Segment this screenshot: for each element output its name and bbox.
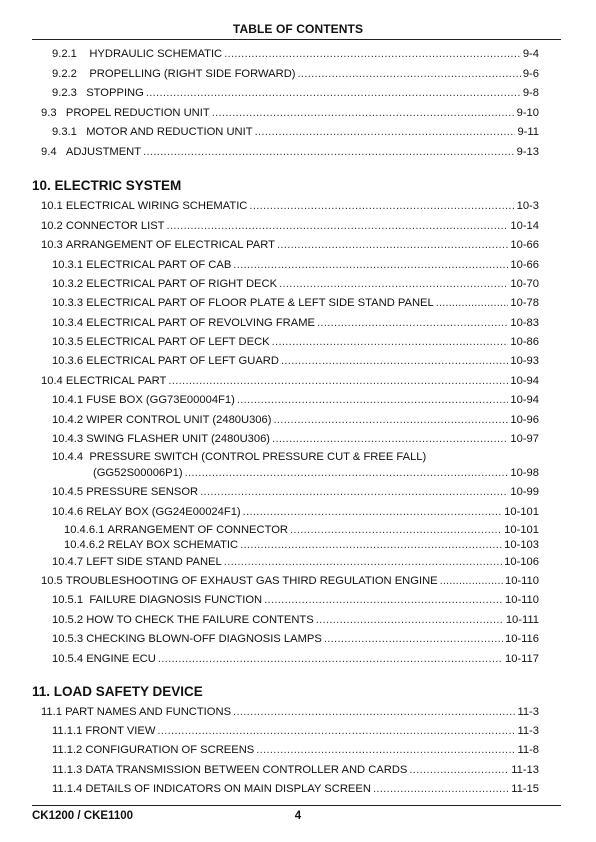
- toc-entry-title: HYDRAULIC SCHEMATIC: [89, 48, 223, 60]
- toc-entry[interactable]: [41, 374, 539, 388]
- toc-entry-title: ELECTRICAL PART OF CAB: [86, 259, 232, 271]
- toc-entry[interactable]: [52, 277, 539, 291]
- toc-entry-title: SWING FLASHER UNIT (2480U306): [86, 433, 271, 445]
- toc-entry-number: 10.5.4: [52, 653, 84, 665]
- toc-entry-page: 10-86: [510, 336, 539, 348]
- toc-entry-title: TROUBLESHOOTING OF EXHAUST GAS THIRD REGULATION ENGINE: [65, 575, 438, 587]
- toc-entry-number: 10.2: [41, 220, 63, 232]
- toc-entry-page: 9-8: [522, 87, 539, 99]
- toc-leader-dots: [273, 413, 508, 427]
- toc-entry[interactable]: [93, 466, 539, 480]
- section-heading: 10. ELECTRIC SYSTEM: [32, 178, 182, 193]
- toc-entry-number: 10.4: [41, 375, 63, 387]
- toc-entry-title: HOW TO CHECK THE FAILURE CONTENTS: [86, 614, 314, 626]
- toc-entry-number: 10.5: [41, 575, 63, 587]
- toc-leader-dots: [185, 466, 509, 480]
- toc-entry-title: ELECTRICAL PART OF FLOOR PLATE & LEFT SIDE STAND PANEL: [86, 297, 434, 309]
- toc-leader-dots: [168, 374, 508, 388]
- footer-divider: [32, 805, 561, 806]
- toc-entry-page: 10-101: [504, 506, 539, 518]
- toc-entry-number: 10.4.6.2: [64, 539, 105, 551]
- toc-entry-page: 10-111: [505, 614, 539, 626]
- toc-entry[interactable]: [64, 523, 539, 537]
- toc-entry-page: 11-8: [517, 744, 539, 756]
- toc-entry-number: 10.5.2: [52, 614, 84, 626]
- toc-entry-title: PART NAMES AND FUNCTIONS: [65, 706, 232, 718]
- toc-leader-dots: [277, 238, 508, 252]
- toc-entry-page: 10-98: [510, 467, 539, 479]
- toc-entry-title: STOPPING: [86, 87, 144, 99]
- toc-entry[interactable]: [52, 652, 539, 666]
- toc-leader-dots: [233, 258, 508, 272]
- toc-leader-dots: [279, 277, 508, 291]
- toc-entry-page: 10-3: [516, 200, 539, 212]
- toc-entry[interactable]: [52, 47, 539, 61]
- toc-entry[interactable]: [52, 413, 539, 427]
- toc-entry[interactable]: [41, 199, 539, 213]
- toc-entry-title: RELAY BOX (GG24E00024F1): [86, 506, 241, 518]
- toc-entry-title: CONFIGURATION OF SCREENS: [85, 744, 255, 756]
- toc-entry-title: ELECTRICAL PART OF RIGHT DECK: [86, 278, 278, 290]
- toc-entry[interactable]: [52, 296, 539, 310]
- toc-entry-number: 9.2.1: [52, 48, 77, 60]
- toc-entry-page: 10-78: [510, 297, 539, 309]
- toc-entry-title: FRONT VIEW: [85, 725, 156, 737]
- toc-entry-number: 11.1.3: [52, 764, 83, 776]
- toc-entry[interactable]: [52, 125, 539, 139]
- toc-leader-dots: [264, 593, 503, 607]
- toc-entry-page: 10-94: [510, 394, 539, 406]
- toc-entry-title: CONNECTOR LIST: [65, 220, 165, 232]
- toc-entry-number: 11.1.4: [52, 783, 83, 795]
- toc-entry-number: 10.3.6: [52, 355, 84, 367]
- toc-leader-dots: [373, 782, 509, 796]
- toc-entry-number: 9.3.1: [52, 126, 77, 138]
- toc-entry-page: 9-4: [522, 48, 539, 60]
- toc-entry-number: 10.3.3: [52, 297, 84, 309]
- toc-leader-dots: [167, 219, 509, 233]
- toc-leader-dots: [290, 523, 502, 537]
- toc-leader-dots: [249, 199, 514, 213]
- toc-entry-title: PROPELLING (RIGHT SIDE FORWARD): [89, 68, 296, 80]
- toc-leader-dots: [298, 67, 521, 81]
- toc-entry[interactable]: [52, 505, 539, 519]
- toc-leader-dots: [200, 485, 508, 499]
- toc-leader-dots: [324, 632, 503, 646]
- toc-entry-title: ADJUSTMENT: [65, 146, 142, 158]
- toc-entry-number: 10.4.1: [52, 394, 84, 406]
- toc-entry-number: 11.1.1: [52, 725, 83, 737]
- toc-entry-number: 10.1: [41, 200, 63, 212]
- toc-entry-title: ARRANGEMENT OF CONNECTOR: [107, 524, 289, 536]
- toc-entry[interactable]: [52, 432, 539, 446]
- toc-entry-title: DETAILS OF INDICATORS ON MAIN DISPLAY SCREEN: [85, 783, 371, 795]
- toc-entry-page: 10-116: [504, 633, 539, 645]
- toc-entry[interactable]: [52, 632, 539, 646]
- toc-entry[interactable]: [52, 613, 539, 627]
- toc-entry-title: ELECTRICAL PART OF REVOLVING FRAME: [86, 317, 315, 329]
- toc-entry-title: ELECTRICAL PART: [65, 375, 167, 387]
- toc-entry-title: PRESSURE SENSOR: [86, 486, 199, 498]
- toc-leader-dots: [272, 432, 508, 446]
- toc-entry[interactable]: [52, 593, 539, 607]
- toc-entry-title: ELECTRICAL PART OF LEFT DECK: [86, 336, 270, 348]
- toc-entry-page: 10-103: [504, 539, 539, 551]
- toc-entry-page: 10-117: [504, 653, 539, 665]
- toc-leader-dots: [212, 106, 515, 120]
- footer-model: CK1200 / CKE1100: [32, 810, 134, 822]
- toc-entry-page: 10-106: [504, 556, 539, 568]
- toc-entry-title: CHECKING BLOWN-OFF DIAGNOSIS LAMPS: [86, 633, 322, 645]
- toc-entry-title: WIPER CONTROL UNIT (2480U306): [86, 414, 272, 426]
- toc-entry[interactable]: [41, 238, 539, 252]
- toc-entry-page: 10-14: [510, 220, 539, 232]
- toc-entry-title: PRESSURE SWITCH (CONTROL PRESSURE CUT & FREE FALL): [89, 451, 427, 463]
- toc-entry-number: 9.3: [41, 107, 57, 119]
- toc-entry[interactable]: [41, 106, 539, 120]
- toc-entry-page: 11-3: [517, 725, 539, 737]
- toc-entry[interactable]: [52, 316, 539, 330]
- toc-leader-dots: [233, 705, 515, 719]
- toc-entry-page: 11-3: [517, 706, 539, 718]
- toc-leader-dots: [243, 505, 503, 519]
- toc-entry[interactable]: [52, 335, 539, 349]
- toc-entry[interactable]: [52, 354, 539, 368]
- toc-entry-number: 9.2.2: [52, 68, 77, 80]
- toc-entry[interactable]: [52, 485, 539, 499]
- toc-entry-page: 10-94: [510, 375, 539, 387]
- toc-entry[interactable]: [52, 763, 539, 777]
- toc-entry-title: ENGINE ECU: [86, 653, 156, 665]
- toc-entry-page: 10-83: [510, 317, 539, 329]
- toc-entry-title-continued: (GG52S00006P1): [93, 467, 183, 479]
- toc-entry-title: ELECTRICAL WIRING SCHEMATIC: [65, 200, 248, 212]
- toc-leader-dots: [436, 296, 509, 310]
- toc-entry[interactable]: [41, 574, 539, 588]
- toc-entry-page: 10-96: [510, 414, 539, 426]
- toc-entry-number: 10.5.3: [52, 633, 84, 645]
- toc-entry-page: 10-110: [504, 594, 539, 606]
- toc-entry-number: 10.3.2: [52, 278, 84, 290]
- toc-entry-title: FUSE BOX (GG73E00004F1): [86, 394, 235, 406]
- toc-entry[interactable]: [52, 67, 539, 81]
- toc-leader-dots: [237, 393, 509, 407]
- toc-entry-number: 10.4.3: [52, 433, 84, 445]
- toc-leader-dots: [256, 743, 515, 757]
- toc-leader-dots: [157, 724, 515, 738]
- toc-leader-dots: [224, 47, 521, 61]
- toc-entry-number: 10.5.1: [52, 594, 84, 606]
- toc-leader-dots: [316, 613, 504, 627]
- toc-entry-page: 10-66: [510, 259, 539, 271]
- toc-entry-page: 9-11: [517, 126, 539, 138]
- toc-entry-number: 10.3.1: [52, 259, 84, 271]
- toc-entry-page: 10-101: [504, 524, 539, 536]
- toc-entry-number: 9.4: [41, 146, 57, 158]
- toc-entry-page: 11-13: [511, 764, 539, 776]
- toc-leader-dots: [440, 574, 503, 588]
- toc-leader-dots: [224, 555, 502, 569]
- toc-leader-dots: [255, 125, 516, 139]
- toc-entry[interactable]: [64, 538, 539, 552]
- toc-entry-page: 10-99: [510, 486, 539, 498]
- toc-entry-number: 11.1: [41, 706, 62, 718]
- toc-entry[interactable]: [52, 393, 539, 407]
- toc-entry[interactable]: [52, 724, 539, 738]
- toc-entry-page: 9-13: [516, 146, 539, 158]
- toc-entry[interactable]: [52, 86, 539, 100]
- toc-entry[interactable]: [41, 219, 539, 233]
- toc-leader-dots: [143, 145, 514, 159]
- toc-entry-number: 10.3: [41, 239, 63, 251]
- toc-leader-dots: [240, 538, 502, 552]
- toc-entry-title: DATA TRANSMISSION BETWEEN CONTROLLER AND CARDS: [85, 764, 408, 776]
- toc-entry-page: 10-70: [510, 278, 539, 290]
- toc-entry-number: 11.1.2: [52, 744, 83, 756]
- section-heading: 11. LOAD SAFETY DEVICE: [32, 684, 203, 699]
- toc-entry-number: 10.4.2: [52, 414, 84, 426]
- toc-entry-page: 11-15: [511, 783, 539, 795]
- toc-leader-dots: [409, 763, 509, 777]
- toc-entry-number: 10.4.4: [52, 451, 84, 463]
- toc-entry[interactable]: [41, 705, 539, 719]
- toc-leader-dots: [272, 335, 509, 349]
- toc-entry-number: 10.3.4: [52, 317, 84, 329]
- toc-entry-title: RELAY BOX SCHEMATIC: [107, 539, 239, 551]
- header-divider: [32, 39, 561, 40]
- toc-entry[interactable]: [52, 555, 539, 569]
- toc-entry-page: 9-6: [522, 68, 539, 80]
- toc-entry-page: 10-97: [510, 433, 539, 445]
- toc-entry-number: 10.3.5: [52, 336, 84, 348]
- toc-entry-page: 10-66: [510, 239, 539, 251]
- toc-entry[interactable]: [52, 743, 539, 757]
- page-title: TABLE OF CONTENTS: [232, 22, 364, 36]
- toc-leader-dots: [158, 652, 503, 666]
- toc-leader-dots: [146, 86, 521, 100]
- toc-entry-page: 10-93: [510, 355, 539, 367]
- toc-entry-first-line[interactable]: [52, 450, 426, 464]
- toc-entry-title: ELECTRICAL PART OF LEFT GUARD: [86, 355, 279, 367]
- toc-entry-page: 9-10: [516, 107, 539, 119]
- toc-entry[interactable]: [52, 258, 539, 272]
- toc-leader-dots: [317, 316, 508, 330]
- toc-entry[interactable]: [41, 145, 539, 159]
- toc-entry-number: 10.4.7: [52, 556, 84, 568]
- toc-entry-title: FAILURE DIAGNOSIS FUNCTION: [89, 594, 263, 606]
- footer-page-number: 4: [294, 810, 302, 822]
- toc-entry-title: PROPEL REDUCTION UNIT: [65, 107, 210, 119]
- toc-entry[interactable]: [52, 782, 539, 796]
- toc-entry-title: MOTOR AND REDUCTION UNIT: [86, 126, 253, 138]
- toc-leader-dots: [281, 354, 508, 368]
- toc-entry-number: 10.4.5: [52, 486, 84, 498]
- toc-entry-number: 10.4.6: [52, 506, 84, 518]
- toc-entry-number: 10.4.6.1: [64, 524, 105, 536]
- toc-entry-title: LEFT SIDE STAND PANEL: [86, 556, 222, 568]
- toc-entry-title: ARRANGEMENT OF ELECTRICAL PART: [65, 239, 275, 251]
- toc-entry-number: 9.2.3: [52, 87, 77, 99]
- toc-entry-page: 10-110: [504, 575, 539, 587]
